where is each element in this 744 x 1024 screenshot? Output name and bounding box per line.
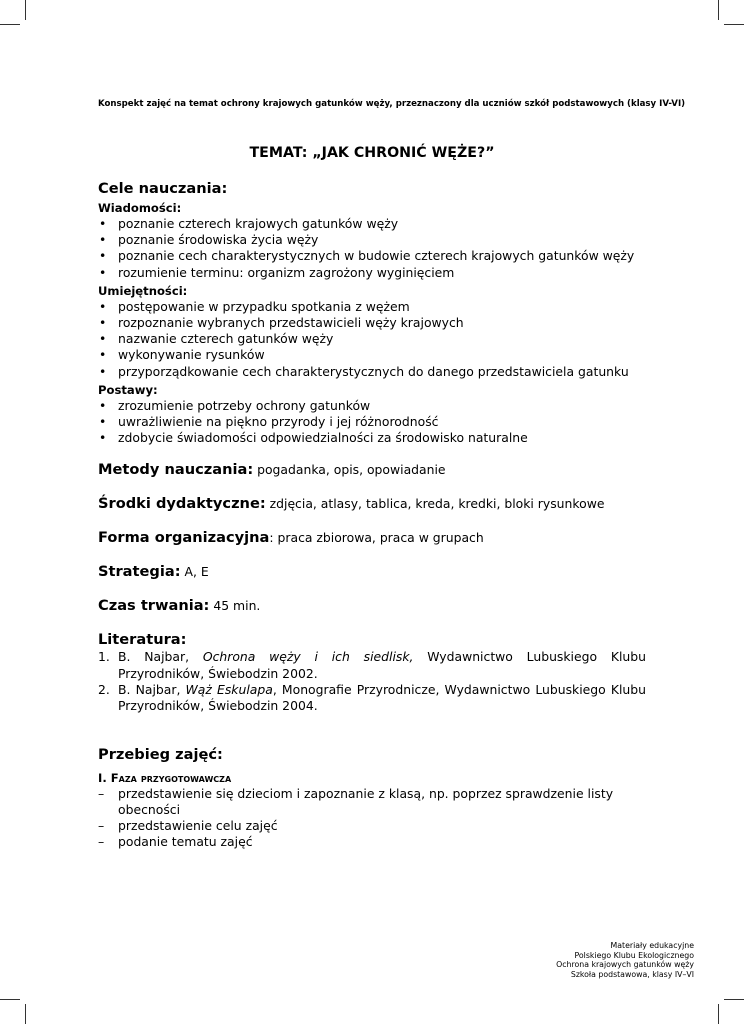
methods-value: pogadanka, opis, opowiadanie bbox=[253, 462, 446, 478]
literature-author: B. Najbar, bbox=[118, 649, 203, 665]
list-item: • zrozumienie potrzeby ochrony gatunków bbox=[98, 398, 646, 414]
document-header: Konspekt zajęć na temat ochrony krajowych gatunków węży, przeznaczony dla uczniów szkół podstawowych (klasy IV-VI) bbox=[98, 99, 686, 109]
list-item: • nazwanie czterech gatunków węży bbox=[98, 331, 646, 347]
list-item: – przedstawienie się dzieciom i zapoznanie z klasą, np. poprzez sprawdzenie listy obecności bbox=[98, 786, 646, 818]
skills-list bbox=[98, 299, 646, 380]
means-line bbox=[98, 495, 646, 513]
goals-heading: Cele nauczania: bbox=[98, 180, 228, 197]
duration-label: Czas trwania: bbox=[98, 597, 210, 615]
list-item: • postępowanie w przypadku spotkania z wężem bbox=[98, 299, 646, 315]
crop-mark-top-left bbox=[25, 0, 26, 20]
footer-line: Ochrona krajowych gatunków węży bbox=[556, 960, 694, 970]
crop-mark-bottom-left bbox=[25, 1004, 26, 1024]
strategy-line bbox=[98, 563, 646, 581]
literature-list bbox=[98, 649, 646, 714]
crop-mark-bottom-right bbox=[718, 1004, 719, 1024]
page-title: TEMAT: „JAK CHRONIĆ WĘŻE?” bbox=[249, 145, 495, 161]
organization-label: Forma organizacyjna bbox=[98, 529, 270, 547]
footer-line: Szkoła podstawowa, klasy IV–VI bbox=[570, 970, 694, 980]
list-item: – podanie tematu zajęć bbox=[98, 834, 646, 850]
literature-rest: Wydawnictwo Lubuskiego Klubu Przyrodników, Świebodzin 2002. bbox=[118, 649, 646, 681]
knowledge-label: Wiadomości: bbox=[98, 201, 182, 215]
list-item: • zdobycie świadomości odpowiedzialności za środowisko naturalne bbox=[98, 430, 646, 446]
duration-value: 45 min. bbox=[209, 598, 261, 614]
course-heading: Przebieg zajęć: bbox=[98, 745, 223, 763]
crop-mark-bottom-right-h bbox=[724, 999, 744, 1000]
list-item: • przyporządkowanie cech charakterystycznych do danego przedstawiciela gatunku bbox=[98, 364, 646, 380]
list-item: • poznanie czterech krajowych gatunków węży bbox=[98, 216, 646, 232]
means-value: zdjęcia, atlasy, tablica, kreda, kredki, bloki rysunkowe bbox=[265, 496, 605, 512]
methods-label: Metody nauczania: bbox=[98, 461, 254, 479]
list-item: – przedstawienie celu zajęć bbox=[98, 818, 646, 834]
list-item: • rozumienie terminu: organizm zagrożony wyginięciem bbox=[98, 265, 646, 281]
main-content bbox=[98, 179, 646, 850]
literature-item bbox=[98, 649, 646, 682]
organization-line bbox=[98, 529, 646, 547]
attitudes-list bbox=[98, 398, 646, 447]
literature-item-number: 2. bbox=[98, 682, 110, 698]
literature-item bbox=[98, 682, 646, 715]
strategy-label: Strategia: bbox=[98, 563, 181, 581]
footer-line: Polskiego Klubu Ekologicznego bbox=[574, 950, 694, 960]
literature-title: Wąż Eskulapa bbox=[185, 682, 273, 698]
list-item: • uwrażliwienie na piękno przyrody i jej różnorodność bbox=[98, 414, 646, 430]
duration-line bbox=[98, 597, 646, 615]
skills-label: Umiejętności: bbox=[98, 283, 188, 298]
literature-rest: , Monografie Przyrodnicze, Wydawnictwo Lubuskiego Klubu Przyrodników, Świebodzin 2004. bbox=[118, 682, 646, 714]
crop-mark-top-right-h bbox=[724, 24, 744, 25]
knowledge-list bbox=[98, 216, 646, 281]
literature-author: B. Najbar, bbox=[118, 682, 186, 698]
literature-heading: Literatura: bbox=[98, 631, 187, 649]
phase-name: Faza przygotowawcza bbox=[110, 770, 232, 785]
footer bbox=[556, 941, 694, 980]
strategy-value: A, E bbox=[180, 564, 209, 580]
list-item: • wykonywanie rysunków bbox=[98, 347, 646, 363]
attitudes-label: Postawy: bbox=[98, 382, 158, 397]
literature-item-number: 1. bbox=[98, 649, 110, 665]
methods-line bbox=[98, 461, 646, 479]
means-label: Środki dydaktyczne: bbox=[98, 495, 266, 513]
list-item: • rozpoznanie wybranych przedstawicieli węży krajowych bbox=[98, 315, 646, 331]
organization-value: : praca zbiorowa, praca w grupach bbox=[269, 530, 484, 546]
phase-heading bbox=[98, 771, 646, 786]
list-item: • poznanie cech charakterystycznych w budowie czterech krajowych gatunków węży bbox=[98, 248, 646, 264]
course-list bbox=[98, 786, 646, 851]
crop-mark-bottom-left-h bbox=[0, 999, 20, 1000]
crop-mark-top-right bbox=[718, 0, 719, 20]
list-item: • poznanie środowiska życia węży bbox=[98, 232, 646, 248]
phase-number: I. bbox=[98, 770, 107, 785]
literature-title: Ochrona węży i ich siedlisk, bbox=[202, 649, 414, 665]
crop-mark-top-left-h bbox=[0, 24, 20, 25]
footer-line: Materiały edukacyjne bbox=[610, 941, 694, 950]
